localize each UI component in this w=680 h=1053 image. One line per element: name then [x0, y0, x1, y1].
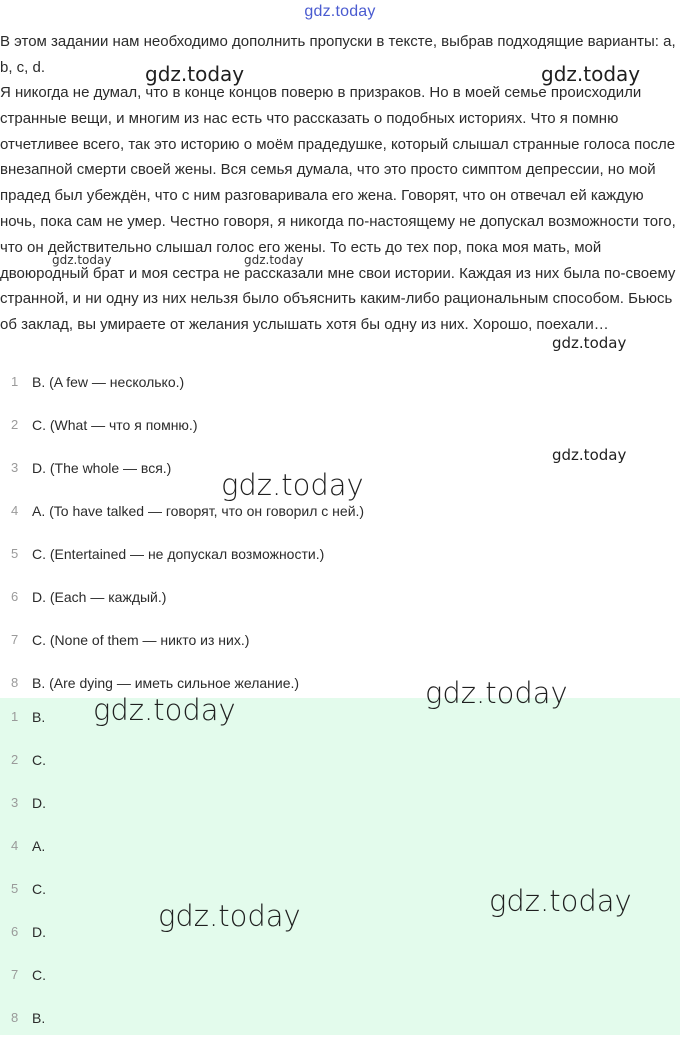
watermark: gdz.today [489, 884, 632, 918]
watermark: gdz.today [244, 253, 304, 267]
item-text: B. [32, 709, 46, 725]
item-text: C. (None of them — никто из них.) [32, 632, 250, 648]
watermark: gdz.today [52, 253, 112, 267]
story-text: Я никогда не думал, что в конце концов поверю в призраков. Но в моей семье происходили странные вещи, и многим из нас есть что рассказать о подобных историях. Что я помню отчетливее всего, так это историю о моём прадедушке, который слышал странные голоса после внезапной смерти своей жены. Вся семья думала, что это просто симптом депрессии, но мой прадед был убеждён, что с ним разговаривала его жена. Говорят, что он отвечал ей каждую ночь, пока сам не умер. Честно говоря, я никогда по-настоящему не допускал возможности того, что он действительно слышал голос его жены. То есть до тех пор, пока моя мать, мой двоюродный брат и моя сестра не рассказали мне свои истории. Каждая из них была по-своему странной, и ни одну из них нельзя было объяснить каким-либо рациональным способом. Бьюсь об заклад, вы умираете от желания услышать хотя бы одну из них. Хорошо, поехали… [0, 84, 676, 334]
short-answers-list [0, 709, 680, 1053]
item-number: 3 [11, 795, 19, 810]
item-number: 2 [11, 417, 19, 432]
item-text: B. [32, 1010, 46, 1026]
list-item [0, 589, 680, 632]
watermark: gdz.today [158, 899, 301, 933]
item-text: C. [32, 752, 46, 768]
watermark: gdz.today [93, 693, 236, 727]
item-number: 1 [11, 709, 19, 724]
item-text: D. (The whole — вся.) [32, 460, 172, 476]
item-number: 3 [11, 460, 19, 475]
item-text: A. [32, 838, 46, 854]
item-text: C. [32, 967, 46, 983]
list-item [0, 752, 680, 795]
list-item [0, 924, 680, 967]
task-intro: В этом задании нам необходимо дополнить пропуски в тексте, выбрав подходящие варианты: a, b, c, d. [0, 33, 676, 76]
item-text: B. (A few — несколько.) [32, 374, 185, 390]
watermark: gdz.today [541, 62, 641, 86]
item-number: 2 [11, 752, 19, 767]
item-text: D. (Each — каждый.) [32, 589, 167, 605]
list-item [0, 503, 680, 546]
watermark: gdz.today [425, 676, 568, 710]
site-logo[interactable]: gdz.today [304, 3, 376, 20]
item-number: 1 [11, 374, 19, 389]
watermark: gdz.today [552, 446, 627, 464]
explained-answers-list [0, 374, 680, 718]
item-text: D. [32, 924, 46, 940]
item-number: 6 [11, 924, 19, 939]
item-number: 7 [11, 967, 19, 982]
item-number: 6 [11, 589, 19, 604]
watermark: gdz.today [145, 62, 245, 86]
item-text: B. (Are dying — иметь сильное желание.) [32, 675, 300, 691]
list-item [0, 795, 680, 838]
item-number: 4 [11, 838, 19, 853]
item-number: 8 [11, 1010, 19, 1025]
item-number: 7 [11, 632, 19, 647]
item-number: 4 [11, 503, 19, 518]
list-item [0, 1010, 680, 1053]
list-item [0, 546, 680, 589]
watermark: gdz.today [221, 468, 364, 502]
list-item [0, 632, 680, 675]
item-text: D. [32, 795, 46, 811]
item-text: C. (Entertained — не допускал возможности.) [32, 546, 325, 562]
item-number: 8 [11, 675, 19, 690]
list-item [0, 967, 680, 1010]
item-text: C. (What — что я помню.) [32, 417, 198, 433]
list-item [0, 838, 680, 881]
list-item [0, 374, 680, 417]
watermark: gdz.today [552, 334, 627, 352]
item-text: C. [32, 881, 46, 897]
item-text: A. (To have talked — говорят, что он говорил с ней.) [32, 503, 365, 519]
item-number: 5 [11, 881, 19, 896]
item-number: 5 [11, 546, 19, 561]
